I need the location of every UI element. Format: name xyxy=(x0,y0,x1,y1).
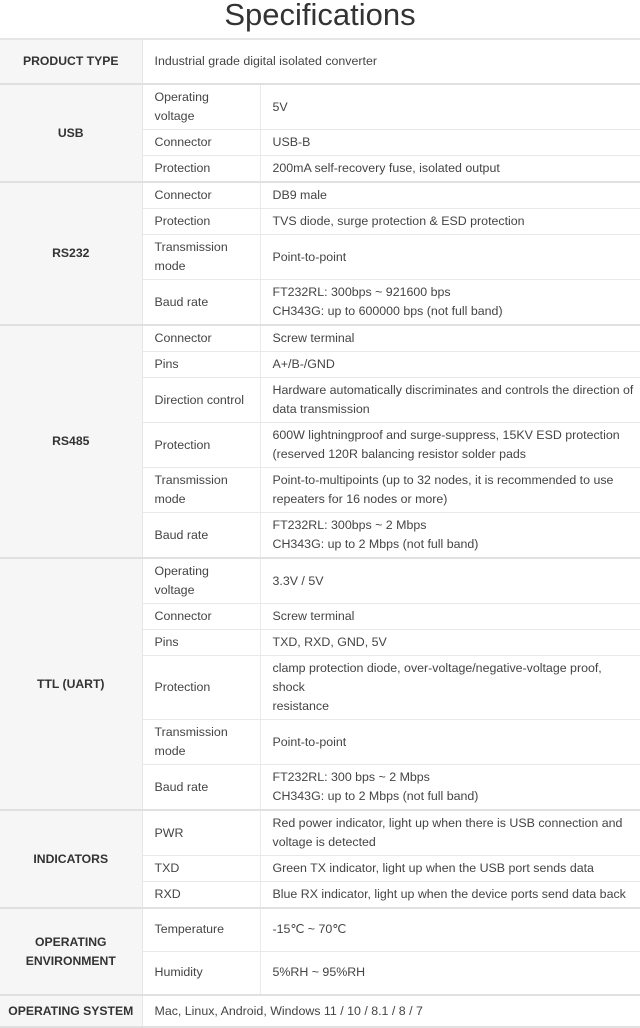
spec-key-line: TXD xyxy=(154,861,180,875)
spec-value-line: FT232RL: 300 bps ~ 2 Mbps xyxy=(272,770,430,784)
spec-key-line: RXD xyxy=(154,887,181,901)
spec-key xyxy=(142,765,260,811)
spec-key-line: voltage xyxy=(154,109,195,123)
spec-key xyxy=(142,325,260,352)
spec-value-line: -15℃ ~ 70℃ xyxy=(272,922,347,936)
spec-value-line: CH343G: up to 600000 bps (not full band) xyxy=(272,304,503,318)
spec-value-line: Screw terminal xyxy=(272,331,355,345)
spec-key-line: Protection xyxy=(154,437,211,452)
spec-row xyxy=(0,182,640,209)
spec-value-line: A+/B-/GND xyxy=(272,357,335,371)
spec-value-line: resistance xyxy=(272,699,329,713)
spec-value xyxy=(260,630,640,656)
spec-value xyxy=(260,468,640,513)
spec-value-line: Green TX indicator, light up when the USB port sends data xyxy=(272,861,594,875)
spec-value-line: (reserved 120R balancing resistor solder pads xyxy=(272,447,526,461)
spec-value xyxy=(260,908,640,952)
spec-key-line: Connector xyxy=(154,188,212,202)
spec-value xyxy=(260,558,640,604)
spec-key-line: Baud rate xyxy=(154,294,209,309)
spec-value xyxy=(260,325,640,352)
spec-value: Mac, Linux, Android, Windows 11 / 10 / 8.1 / 8 / 7 xyxy=(142,995,640,1027)
spec-value xyxy=(260,765,640,811)
spec-row xyxy=(0,84,640,130)
spec-value-line: Point-to-multipoints (up to 32 nodes, it is recommended to use xyxy=(272,473,614,487)
spec-key-line: mode xyxy=(154,744,186,758)
spec-key-line: Connector xyxy=(154,135,212,149)
spec-row xyxy=(0,325,640,352)
spec-key xyxy=(142,558,260,604)
spec-value-line: CH343G: up to 2 Mbps (not full band) xyxy=(272,789,479,803)
spec-value xyxy=(260,352,640,378)
page-title: Specifications xyxy=(224,0,416,32)
spec-key xyxy=(142,908,260,952)
spec-value xyxy=(260,720,640,765)
spec-key xyxy=(142,352,260,378)
group-header: OPERATING SYSTEM xyxy=(0,995,142,1027)
spec-value xyxy=(260,84,640,130)
spec-row-operating-system xyxy=(0,995,640,1027)
spec-value-line: FT232RL: 300bps ~ 2 Mbps xyxy=(272,518,427,532)
spec-key xyxy=(142,209,260,235)
spec-key-line: Pins xyxy=(154,635,179,649)
spec-value xyxy=(260,513,640,559)
spec-value-line: Screw terminal xyxy=(272,609,355,623)
spec-key xyxy=(142,656,260,720)
spec-row-product-type xyxy=(0,39,640,84)
spec-value-line: Blue RX indicator, light up when the device ports send data back xyxy=(272,887,626,901)
spec-key-line: PWR xyxy=(154,825,184,840)
spec-key-line: Temperature xyxy=(154,922,225,936)
spec-row xyxy=(0,558,640,604)
spec-key xyxy=(142,378,260,423)
spec-key xyxy=(142,720,260,765)
spec-key-line: Connector xyxy=(154,609,212,623)
spec-value-line: TXD, RXD, GND, 5V xyxy=(272,635,387,649)
spec-value xyxy=(260,182,640,209)
spec-value-line: 200mA self-recovery fuse, isolated output xyxy=(272,161,500,175)
spec-key-line: mode xyxy=(154,492,186,506)
spec-key-line: Baud rate xyxy=(154,527,209,542)
spec-value-line: 5V xyxy=(272,99,288,114)
spec-key xyxy=(142,156,260,183)
spec-key-line: Operating xyxy=(154,564,209,578)
spec-key-line: Connector xyxy=(154,331,212,345)
spec-value xyxy=(260,882,640,909)
spec-key-line: Protection xyxy=(154,680,211,694)
specifications-table xyxy=(0,38,640,1028)
spec-key xyxy=(142,182,260,209)
spec-value xyxy=(260,423,640,468)
spec-key xyxy=(142,84,260,130)
spec-value xyxy=(260,656,640,720)
spec-key-line: mode xyxy=(154,259,186,273)
spec-value-line: CH343G: up to 2 Mbps (not full band) xyxy=(272,537,479,551)
spec-row xyxy=(0,908,640,952)
spec-key xyxy=(142,856,260,882)
group-header: INDICATORS xyxy=(0,810,142,908)
spec-key-line: Pins xyxy=(154,357,179,371)
spec-key-line: Protection xyxy=(154,161,211,175)
group-header: RS485 xyxy=(0,325,142,558)
spec-key-line: Baud rate xyxy=(154,779,209,794)
spec-value xyxy=(260,856,640,882)
spec-value-line: voltage is detected xyxy=(272,835,376,849)
spec-value xyxy=(260,810,640,856)
spec-key-line: Transmission xyxy=(154,725,228,739)
group-header: TTL (UART) xyxy=(0,558,142,810)
spec-value-line: Point-to-point xyxy=(272,249,347,264)
spec-value-line: 3.3V / 5V xyxy=(272,573,324,588)
spec-value-line: TVS diode, surge protection & ESD protection xyxy=(272,214,525,228)
spec-value-line: data transmission xyxy=(272,402,370,416)
spec-value xyxy=(260,209,640,235)
spec-value-line: Point-to-point xyxy=(272,734,347,749)
spec-value-line: Red power indicator, light up when there is USB connection and xyxy=(272,816,623,830)
group-header: USB xyxy=(0,84,142,182)
spec-value-line: Hardware automatically discriminates and controls the direction of xyxy=(272,383,634,397)
spec-key xyxy=(142,235,260,280)
spec-value-line: FT232RL: 300bps ~ 921600 bps xyxy=(272,285,451,299)
spec-key xyxy=(142,882,260,909)
spec-key xyxy=(142,604,260,630)
spec-key xyxy=(142,810,260,856)
spec-value: Industrial grade digital isolated converter xyxy=(142,39,640,84)
spec-value xyxy=(260,952,640,996)
spec-key xyxy=(142,513,260,559)
spec-value-line: 5%RH ~ 95%RH xyxy=(272,965,366,979)
spec-key xyxy=(142,130,260,156)
spec-value-line: clamp protection diode, over-voltage/negative-voltage proof, shock xyxy=(272,661,602,694)
spec-key xyxy=(142,468,260,513)
spec-key-line: Humidity xyxy=(154,965,203,979)
spec-key xyxy=(142,280,260,326)
spec-value-line: repeaters for 16 nodes or more) xyxy=(272,492,448,506)
spec-value xyxy=(260,130,640,156)
spec-key xyxy=(142,630,260,656)
spec-value xyxy=(260,156,640,183)
spec-key-line: Protection xyxy=(154,214,211,228)
spec-key xyxy=(142,423,260,468)
spec-value-line: DB9 male xyxy=(272,188,327,202)
group-header: RS232 xyxy=(0,182,142,325)
spec-value xyxy=(260,280,640,326)
spec-value xyxy=(260,604,640,630)
spec-value xyxy=(260,378,640,423)
spec-value-line: USB-B xyxy=(272,135,311,149)
spec-key-line: Transmission xyxy=(154,473,228,487)
spec-value xyxy=(260,235,640,280)
group-header: PRODUCT TYPE xyxy=(0,39,142,84)
spec-key xyxy=(142,952,260,996)
spec-key-line: Direction control xyxy=(154,392,245,407)
spec-key-line: voltage xyxy=(154,583,195,597)
spec-key-line: Operating xyxy=(154,90,209,104)
spec-key-line: Transmission xyxy=(154,240,228,254)
spec-value-line: 600W lightningproof and surge-suppress, 15KV ESD protection xyxy=(272,428,620,442)
spec-row xyxy=(0,810,640,856)
group-header: OPERATING ENVIRONMENT xyxy=(0,908,142,995)
